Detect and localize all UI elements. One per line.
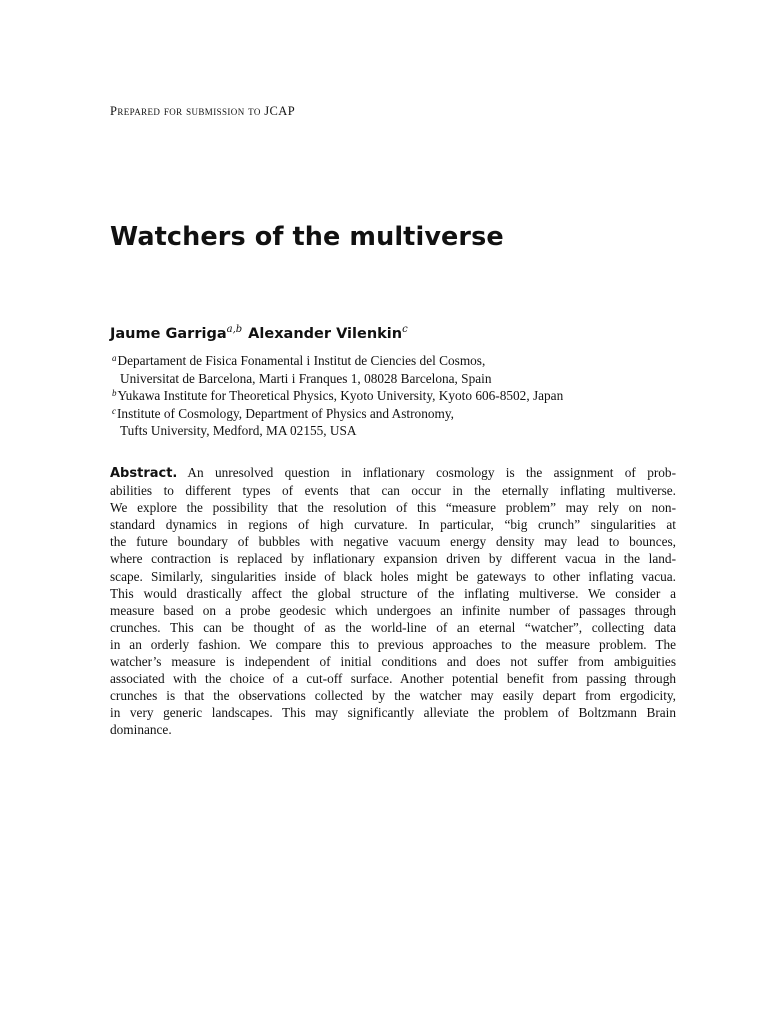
abstract-line: dominance. [110, 722, 172, 738]
abstract-line: crunches. This can be thought of as the world-line of an eternal “watcher”, collecting data [110, 619, 676, 635]
abstract-line: measure based on a probe geodesic which undergoes an infinite number of passages through [110, 602, 676, 618]
abstract-line: in very generic landscapes. This may significantly alleviate the problem of Boltzmann Brain [110, 705, 676, 721]
abstract-line: abilities to different types of events that can occur in the eternally inflating multiverse. [110, 483, 676, 499]
affiliation-line: $^b$Yukawa Institute for Theoretical Physics, Kyoto University, Kyoto 606-8502, Japan [112, 388, 564, 404]
abstract-line: scape. Similarly, singularities inside of black holes might be gateways to other inflating vacua. [110, 568, 676, 584]
abstract-line: associated with the choice of a cut-off surface. Another potential benefit from passing through [110, 671, 676, 687]
affiliation-list [112, 352, 563, 440]
affiliation-marker: c [112, 405, 116, 416]
abstract-line: where contraction is replaced by inflationary expansion driven by different vacua in the land- [110, 551, 676, 567]
abstract-line: standard dynamics in regions of high curvature. In particular, “big crunch” singularities at [110, 517, 676, 533]
abstract-line: crunches is that the observations collected by the watcher may easily depart from ergodicity, [110, 688, 676, 704]
abstract-line: watcher’s measure is independent of initial conditions and does not suffer from ambiguities [110, 654, 676, 670]
affiliation-marker: b [112, 388, 117, 399]
affiliation-line: Universitat de Barcelona, Marti i Franques 1, 08028 Barcelona, Spain [120, 370, 492, 386]
abstract-line: Abstract. An unresolved question in inflationary cosmology is the assignment of prob- [110, 465, 676, 481]
abstract-heading: Abstract. [110, 466, 178, 481]
abstract [110, 464, 676, 739]
abstract-line: We explore the possibility that the resolution of this “measure problem” may rely on non- [110, 500, 676, 516]
affiliation-line: $^a$Departament de Fisica Fonamental i Institut de Ciencies del Cosmos, [112, 353, 486, 368]
author-affil-marker: c [402, 324, 408, 335]
submission-note: Prepared for submission to JCAP [110, 104, 296, 118]
affiliation-marker: a [112, 353, 117, 363]
affiliation-line: $^c$Institute of Cosmology, Department of Physics and Astronomy, [112, 405, 454, 421]
affiliation-line: Tufts University, Medford, MA 02155, USA [120, 423, 357, 439]
author-name: Jaume Garriga [110, 326, 227, 342]
abstract-line: in an orderly fashion. We compare this to previous approaches to the measure problem. The [110, 636, 676, 652]
abstract-line: the future boundary of bubbles with negative vacuum energy density may lead to bounces, [110, 534, 676, 550]
author-affil-marker: a,b [226, 324, 243, 335]
author-list [110, 326, 408, 342]
abstract-line: This would drastically affect the global structure of the inflating multiverse. We consider a [110, 585, 676, 601]
paper-title: Watchers of the multiverse [110, 222, 504, 252]
author-name: Alexander Vilenkin [248, 326, 403, 342]
